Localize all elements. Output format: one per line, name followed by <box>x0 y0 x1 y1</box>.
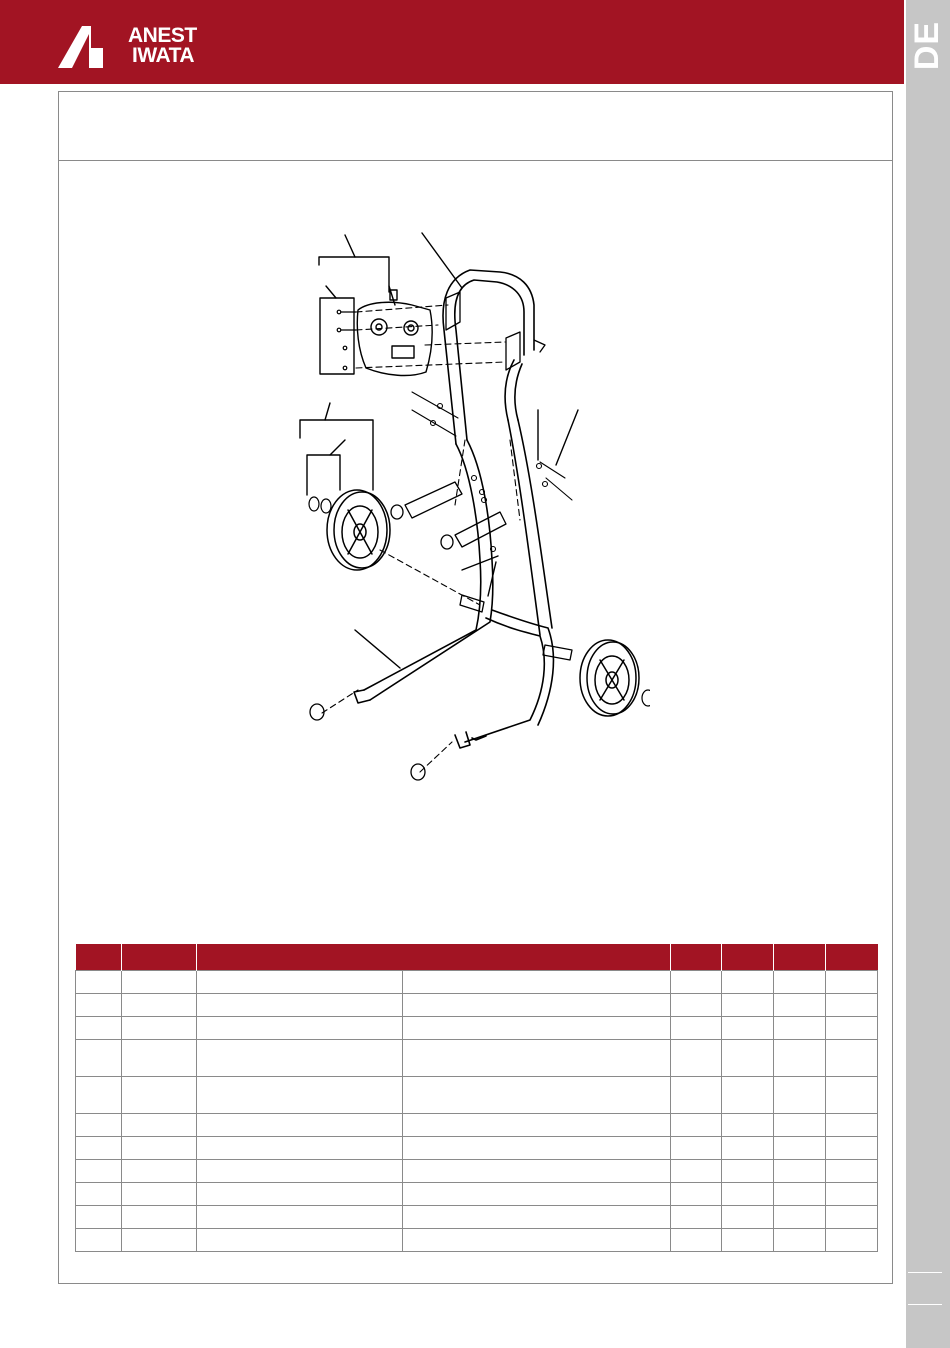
table-header-cell <box>122 944 197 971</box>
bolts <box>412 392 572 552</box>
table-row <box>76 1077 878 1114</box>
table-cell <box>197 1160 403 1183</box>
table-cell <box>671 1137 722 1160</box>
table-cell <box>671 1206 722 1229</box>
logo-text <box>128 26 197 66</box>
table-cell <box>197 1183 403 1206</box>
table-row <box>76 994 878 1017</box>
table-cell <box>76 1017 122 1040</box>
table-cell <box>722 1040 774 1077</box>
table-cell <box>197 971 403 994</box>
side-strip <box>906 0 950 1348</box>
control-panel <box>357 286 432 375</box>
table-cell <box>76 1040 122 1077</box>
table-cell <box>403 1160 671 1183</box>
table-cell <box>76 971 122 994</box>
table-cell <box>122 971 197 994</box>
table-row <box>76 1017 878 1040</box>
table-cell <box>826 1206 878 1229</box>
table-cell <box>774 1077 826 1114</box>
table-cell <box>722 1137 774 1160</box>
table-cell <box>122 1160 197 1183</box>
table-cell <box>403 994 671 1017</box>
table-cell <box>722 1017 774 1040</box>
table-cell <box>826 1160 878 1183</box>
table-cell <box>774 1160 826 1183</box>
table-cell <box>722 1160 774 1183</box>
table-row <box>76 1229 878 1252</box>
table-header-row <box>76 944 878 971</box>
title-divider <box>58 160 893 161</box>
table-cell <box>722 1206 774 1229</box>
table-cell <box>76 1137 122 1160</box>
table-cell <box>122 1229 197 1252</box>
table-cell <box>826 1137 878 1160</box>
table-cell <box>76 1206 122 1229</box>
table-row <box>76 1040 878 1077</box>
table-header-cell <box>76 944 122 971</box>
table-cell <box>122 1040 197 1077</box>
table-cell <box>403 1114 671 1137</box>
logo-text-line1: ANEST <box>128 24 197 47</box>
table-row <box>76 1183 878 1206</box>
table-cell <box>76 1160 122 1183</box>
table-cell <box>774 1229 826 1252</box>
table-cell <box>197 1229 403 1252</box>
table-cell <box>197 994 403 1017</box>
table-cell <box>403 1040 671 1077</box>
table-cell <box>122 1114 197 1137</box>
table-cell <box>671 1077 722 1114</box>
table-cell <box>722 994 774 1017</box>
cart-frame <box>354 270 553 748</box>
table-cell <box>826 1114 878 1137</box>
table-cell <box>403 1206 671 1229</box>
table-row <box>76 1137 878 1160</box>
table-cell <box>76 994 122 1017</box>
table-cell <box>722 1114 774 1137</box>
table-cell <box>671 1183 722 1206</box>
table-cell <box>403 1077 671 1114</box>
table-cell <box>671 1229 722 1252</box>
table-cell <box>197 1077 403 1114</box>
table-cell <box>403 1229 671 1252</box>
table-cell <box>671 1017 722 1040</box>
table-header-cell <box>774 944 826 971</box>
table-cell <box>774 1183 826 1206</box>
table-cell <box>722 971 774 994</box>
parts-table <box>75 944 878 1252</box>
table-cell <box>76 1077 122 1114</box>
table-cell <box>826 1017 878 1040</box>
table-cell <box>403 971 671 994</box>
right-wheel <box>580 640 639 716</box>
table-cell <box>722 1183 774 1206</box>
logo-text-line2: IWATA <box>132 44 195 67</box>
table-cell <box>826 1077 878 1114</box>
table-cell <box>774 971 826 994</box>
table-cell <box>826 1040 878 1077</box>
table-cell <box>122 1183 197 1206</box>
table-cell <box>774 994 826 1017</box>
side-divider <box>908 1304 942 1305</box>
table-row <box>76 1114 878 1137</box>
handle-grips <box>446 292 545 370</box>
left-wheel <box>327 490 390 570</box>
logo-mark-icon <box>58 26 128 68</box>
table-cell <box>722 1229 774 1252</box>
side-divider <box>908 1272 942 1273</box>
language-tab[interactable] <box>906 0 950 90</box>
anest-iwata-logo <box>58 26 218 70</box>
table-cell <box>197 1206 403 1229</box>
table-cell <box>671 1114 722 1137</box>
table-cell <box>774 1040 826 1077</box>
table-cell <box>76 1183 122 1206</box>
table-cell <box>826 971 878 994</box>
table-cell <box>826 994 878 1017</box>
table-header-cell <box>722 944 774 971</box>
table-cell <box>122 1077 197 1114</box>
table-cell <box>826 1229 878 1252</box>
table-cell <box>197 1137 403 1160</box>
table-cell <box>403 1183 671 1206</box>
cart-exploded-diagram <box>290 225 650 785</box>
table-cell <box>826 1183 878 1206</box>
table-cell <box>774 1137 826 1160</box>
table-cell <box>122 1206 197 1229</box>
table-header-cell <box>826 944 878 971</box>
table-cell <box>671 994 722 1017</box>
table-cell <box>774 1017 826 1040</box>
table-cell <box>197 1040 403 1077</box>
language-tab-label: DE <box>908 20 947 70</box>
table-cell <box>774 1206 826 1229</box>
table-cell <box>197 1114 403 1137</box>
table-cell <box>671 971 722 994</box>
table-cell <box>671 1160 722 1183</box>
table-row <box>76 971 878 994</box>
table-cell <box>122 994 197 1017</box>
panel-screws <box>337 310 356 370</box>
end-caps <box>310 704 425 780</box>
table-cell <box>197 1017 403 1040</box>
table-cell <box>671 1040 722 1077</box>
table-row <box>76 1160 878 1183</box>
header-bar <box>0 0 904 84</box>
table-cell <box>122 1137 197 1160</box>
table-row <box>76 1206 878 1229</box>
table-cell <box>76 1229 122 1252</box>
table-cell <box>403 1017 671 1040</box>
table-cell <box>122 1017 197 1040</box>
table-header-cell <box>197 944 671 971</box>
table-cell <box>76 1114 122 1137</box>
table-cell <box>722 1077 774 1114</box>
table-cell <box>403 1137 671 1160</box>
table-header-cell <box>671 944 722 971</box>
screw-box <box>320 298 354 374</box>
table-cell <box>774 1114 826 1137</box>
